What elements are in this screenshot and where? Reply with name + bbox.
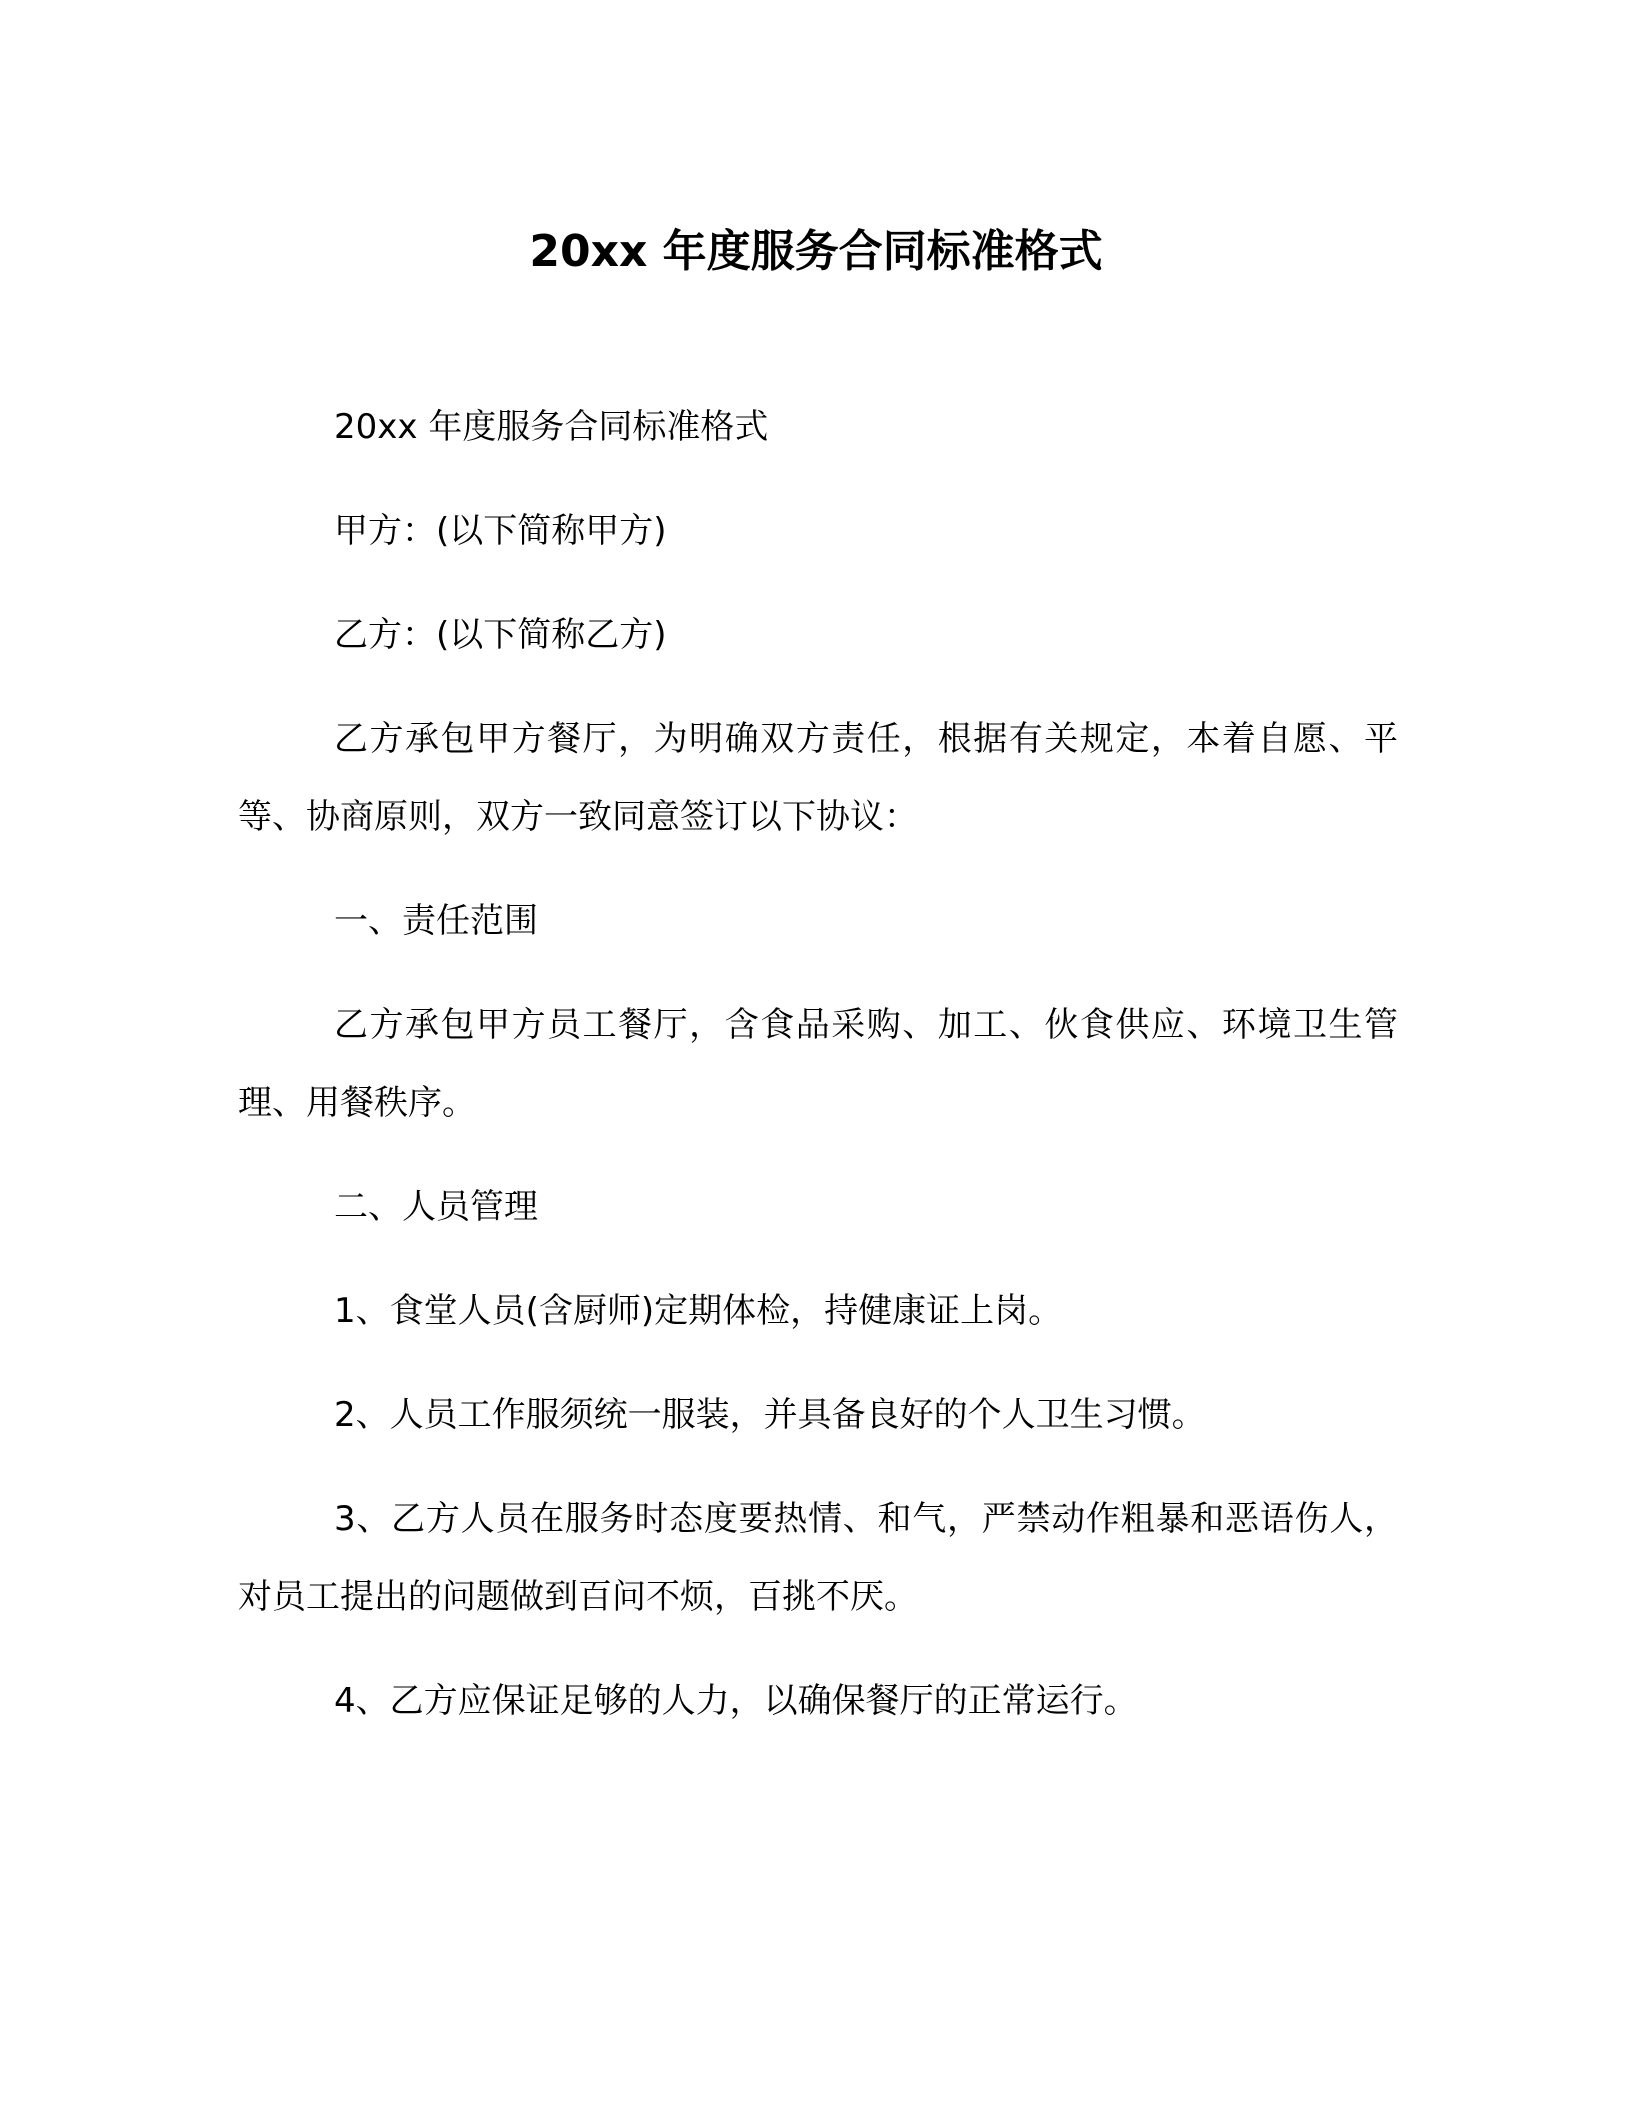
list-item-1: 1、食堂人员(含厨师)定期体检，持健康证上岗。 (334, 1291, 1063, 1331)
document-title: 20xx 年度服务合同标准格式 (529, 226, 1103, 277)
paragraph-party-b: 乙方：(以下简称乙方) (334, 615, 667, 655)
paragraph-preamble: 乙方承包甲方餐厅，为明确双方责任，根据有关规定，本着自愿、平等、协商原则，双方一致同意签订以下协议： (238, 719, 1398, 837)
paragraph-subtitle: 20xx 年度服务合同标准格式 (334, 407, 769, 447)
document-body (238, 388, 1398, 1766)
section-heading-personnel: 二、人员管理 (334, 1187, 538, 1227)
paragraph-scope: 乙方承包甲方员工餐厅，含食品采购、加工、伙食供应、环境卫生管理、用餐秩序。 (238, 1005, 1398, 1123)
list-item-4: 4、乙方应保证足够的人力，以确保餐厅的正常运行。 (334, 1681, 1138, 1721)
list-item-2: 2、人员工作服须统一服装，并具备良好的个人卫生习惯。 (334, 1395, 1206, 1435)
list-item-3: 3、乙方人员在服务时态度要热情、和气，严禁动作粗暴和恶语伤人，对员工提出的问题做到百问不烦，百挑不厌。 (238, 1499, 1398, 1617)
section-heading-scope: 一、责任范围 (334, 901, 538, 941)
paragraph-party-a: 甲方：(以下简称甲方) (334, 511, 667, 551)
